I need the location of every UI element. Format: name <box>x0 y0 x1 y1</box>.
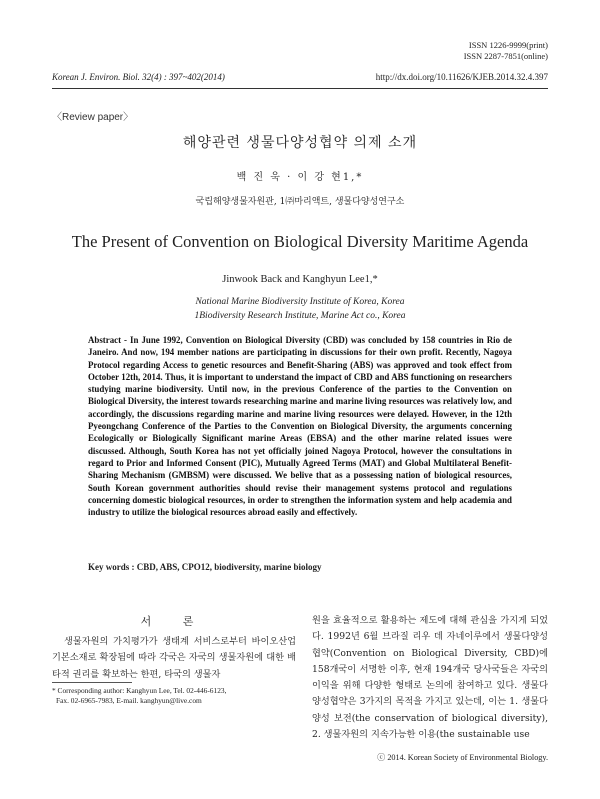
header-divider <box>52 88 548 89</box>
issn-block <box>464 40 548 62</box>
korean-affiliation: 국립해양생물자원관, 1㈜마리액트, 생물다양성연구소 <box>195 197 405 207</box>
body-paragraph: 생물자원의 가치평가가 생태계 서비스로부터 바이오산업 기본소재로 확장됨에 따라 각국은 자국의 생물자원에 대한 배타적 권리를 확보하는 한편, 타국의 생물자 <box>52 636 296 680</box>
issn-print: ISSN 1226-9999(print) <box>468 40 548 50</box>
english-affiliations <box>0 295 600 323</box>
korean-authors: 백 진 욱 · 이 강 현1,* <box>236 172 364 183</box>
copyright-notice: ⓒ 2014. Korean Society of Environmental Biology. <box>377 753 548 762</box>
corresponding-author-footnote <box>52 686 296 706</box>
paper-type-label: 〈Review paper〉 <box>52 112 134 123</box>
issn-online: ISSN 2287-7851(online) <box>463 51 548 61</box>
footnote-divider <box>52 682 132 683</box>
abstract-paragraph: Abstract - In June 1992, Convention on Biological Diversity (CBD) was concluded by 158 countries in Rio de Janeiro. And now, 194 member nations are participating in discussions for their own profit. Recently, Nagoya Protocol regarding Access to genetic resources and Benefit-Sharing (ABS) was approved and took effect from October 12th, 2014. Thus, it is important to understand the impact of CBD and ABS functioning on researchers studying marine biodiversity. Until now, in the previous Conference of the parties to the Convention on Biological Diversity, the interest towards researching marine and marine living resources was relatively low, and accordingly, the discussions regarding marine and marine living resources were delayed. However, in the 12th Pyeongchang Conference of the Parties to the Convention on Biological Diversity, the arguments concerning Ecologically or Biologically Significant marine Areas (EBSA) and the other marine related issues were discussed. Although, South Korea has not yet officially joined Nagoya Protocol, however the consultations in regard to Prior and Informed Consent (PIC), Mutually Agreed Terms (MAT) and Global Multilateral Benefit-Sharing Mechanism (GMBSM) were discussed. We belive that as a possessing nation of biological resources, South Korean government authorities should revise their management systems protocol and regulations concerning domestic biological resources, in order to strengthen the information system and help academia and industry to utilize the biological resources abroad easily and effectively. <box>88 335 512 518</box>
section-heading-introduction: 서 론 <box>140 615 208 628</box>
english-authors: Jinwook Back and Kanghyun Lee1,* <box>222 274 378 285</box>
english-title: The Present of Convention on Biological Diversity Maritime Agenda <box>71 232 529 251</box>
footnote-line-2: Fax. 02-6965-7983, E-mail. kanghyun@live.com <box>56 696 202 705</box>
journal-reference: Korean J. Environ. Biol. 32(4) : 397~402(2014) <box>52 72 225 82</box>
body-column-right <box>312 613 548 743</box>
doi-link[interactable]: http://dx.doi.org/10.11626/KJEB.2014.32.4.397 <box>375 72 548 82</box>
keywords-line: Key words : CBD, ABS, CPO12, biodiversity, marine biology <box>88 562 322 572</box>
footnote-line-1: * Corresponding author: Kanghyun Lee, Tel. 02-446-6123, <box>52 686 227 695</box>
body-paragraph: 원을 효율적으로 활용하는 제도에 대해 관심을 가지게 되었다. 1992년 6월 브라질 리우 데 자네이루에서 생물다양성협약(Convention on Biological Diversity, CBD)에 158개국이 서명한 이후, 현재 194개국 당사국들은 자국의 이익을 위해 다양한 형태로 논의에 참여하고 있다. 생물다양성협약은 3가지의 목적을 가지고 있는데, 이는 1. 생물다양성 보전(the conservation of biological diversity), 2. 생물자원의 지속가능한 이용(the sustainable use <box>312 615 548 741</box>
affiliation-2: 1Biodiversity Research Institute, Marine Act co., Korea <box>194 311 406 321</box>
korean-title: 해양관련 생물다양성협약 의제 소개 <box>182 135 418 151</box>
body-column-left <box>52 634 296 683</box>
affiliation-1: National Marine Biodiversity Institute of Korea, Korea <box>195 297 405 307</box>
